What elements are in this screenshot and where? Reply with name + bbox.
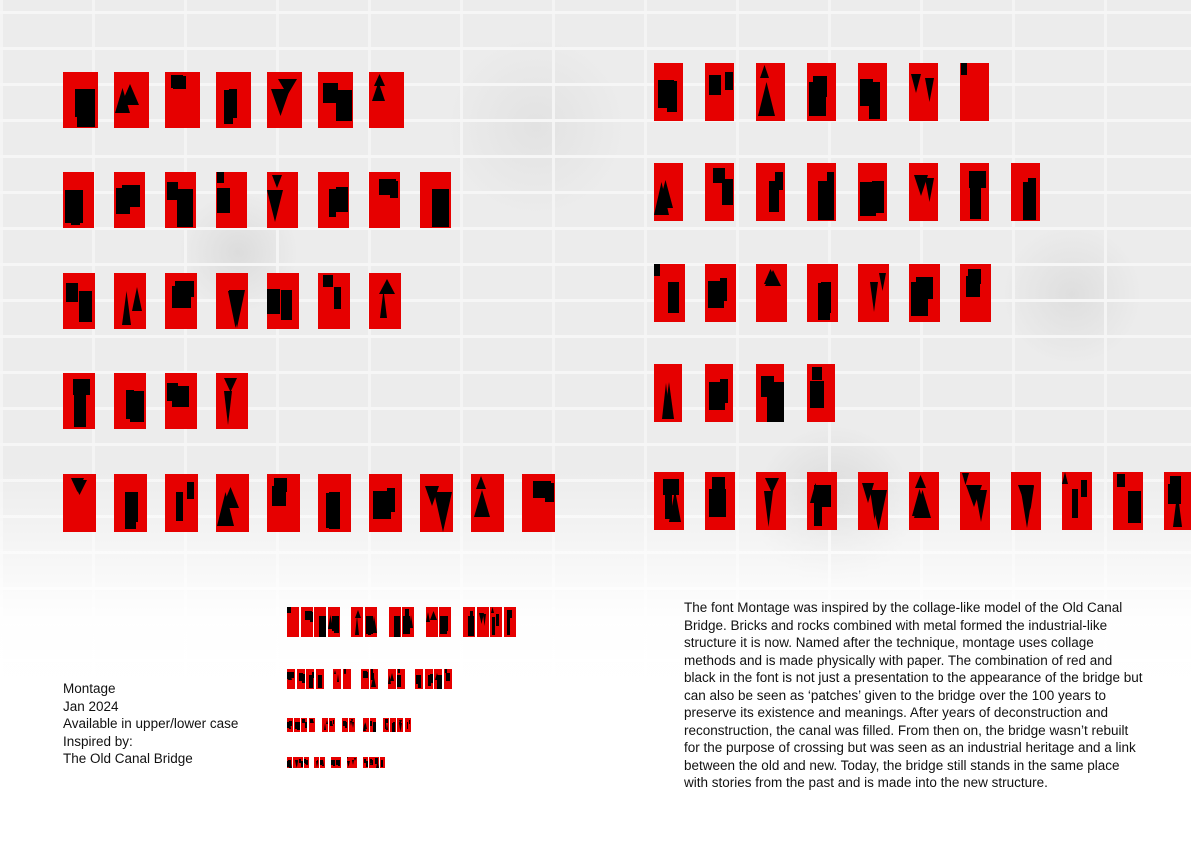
- glyph-sample-1-55: [343, 669, 351, 689]
- glyph-sample-0-12: [490, 607, 502, 637]
- glyph-lower-20: [909, 264, 940, 322]
- glyph-punct-10: [1164, 472, 1191, 530]
- glyph-numeral-3: [216, 474, 249, 532]
- glyph-upper-5: [318, 72, 353, 128]
- glyph-upper-12: [318, 172, 349, 228]
- glyph-sample-2-103: [309, 718, 315, 732]
- glyph-lower-10: [807, 163, 836, 221]
- glyph-upper-25: [216, 373, 248, 429]
- glyph-punct-6: [960, 472, 990, 530]
- glyph-lower-21: [960, 264, 991, 322]
- glyph-lower-8: [705, 163, 734, 221]
- inspiration-source: The Old Canal Bridge: [63, 751, 193, 766]
- glyph-upper-18: [216, 273, 248, 329]
- glyph-lower-7: [654, 163, 683, 221]
- glyph-sample-2-106: [342, 718, 348, 732]
- glyph-lower-15: [654, 264, 685, 322]
- glyph-sample-3-163: [380, 757, 385, 768]
- glyph-upper-19: [267, 273, 299, 329]
- glyph-lower-17: [756, 264, 787, 322]
- glyph-sample-3-152: [298, 757, 303, 768]
- glyph-lower-14: [1011, 163, 1040, 221]
- glyph-upper-24: [165, 373, 197, 429]
- glyph-sample-0-5: [365, 607, 377, 637]
- glyph-lower-4: [858, 63, 887, 121]
- glyph-lower-3: [807, 63, 836, 121]
- glyph-sample-0-9: [439, 607, 451, 637]
- glyph-sample-3-162: [374, 757, 379, 768]
- glyph-sample-1-59: [397, 669, 405, 689]
- glyph-sample-1-52: [306, 669, 314, 689]
- glyph-numeral-0: [63, 474, 96, 532]
- glyph-punct-4: [858, 472, 888, 530]
- inspired-label: Inspired by:: [63, 733, 133, 749]
- glyph-upper-22: [63, 373, 95, 429]
- glyph-upper-7: [63, 172, 94, 228]
- glyph-numeral-9: [522, 474, 555, 532]
- glyph-lower-11: [858, 163, 887, 221]
- glyph-upper-16: [114, 273, 146, 329]
- glyph-lower-2: [756, 63, 785, 121]
- glyph-punct-2: [756, 472, 786, 530]
- glyph-upper-23: [114, 373, 146, 429]
- glyph-sample-2-110: [383, 718, 389, 732]
- glyph-lower-0: [654, 63, 683, 121]
- glyph-upper-17: [165, 273, 197, 329]
- glyph-lower-6: [960, 63, 989, 121]
- glyph-sample-1-50: [287, 669, 295, 689]
- glyph-numeral-6: [369, 474, 402, 532]
- glyph-upper-6: [369, 72, 404, 128]
- glyph-upper-1: [114, 72, 149, 128]
- glyph-lower-1: [705, 63, 734, 121]
- font-availability: Available in upper/lower case: [63, 716, 239, 731]
- glyph-upper-21: [369, 273, 401, 329]
- glyph-sample-1-54: [333, 669, 341, 689]
- glyph-sample-0-0: [287, 607, 299, 637]
- glyph-sample-1-61: [425, 669, 433, 689]
- font-date: Jan 2024: [63, 698, 119, 714]
- glyph-sample-1-62: [434, 669, 442, 689]
- glyph-sample-0-8: [426, 607, 438, 637]
- glyph-sample-0-7: [402, 607, 414, 637]
- glyph-sample-1-51: [297, 669, 305, 689]
- glyph-lower-18: [807, 264, 838, 322]
- glyph-lower-16: [705, 264, 736, 322]
- glyph-sample-0-1: [301, 607, 313, 637]
- glyph-numeral-2: [165, 474, 198, 532]
- glyph-lower-12: [909, 163, 938, 221]
- glyph-upper-14: [420, 172, 451, 228]
- glyph-sample-1-60: [415, 669, 423, 689]
- glyph-sample-2-102: [301, 718, 307, 732]
- glyph-upper-2: [165, 72, 200, 128]
- glyph-sample-3-150: [287, 757, 292, 768]
- glyph-sample-2-112: [397, 718, 403, 732]
- glyph-sample-1-53: [316, 669, 324, 689]
- glyph-sample-3-160: [363, 757, 368, 768]
- glyph-upper-15: [63, 273, 95, 329]
- glyph-punct-5: [909, 472, 939, 530]
- glyph-sample-3-159: [352, 757, 357, 768]
- glyph-sample-1-58: [388, 669, 396, 689]
- glyph-sample-1-63: [444, 669, 452, 689]
- glyph-sample-3-155: [320, 757, 325, 768]
- glyph-upper-4: [267, 72, 302, 128]
- glyph-numeral-7: [420, 474, 453, 532]
- glyph-punct-9: [1113, 472, 1143, 530]
- glyph-sample-2-108: [363, 718, 369, 732]
- glyph-numeral-1: [114, 474, 147, 532]
- glyph-upper-10: [216, 172, 247, 228]
- glyph-punct-7: [1011, 472, 1041, 530]
- glyph-sample-0-10: [463, 607, 475, 637]
- glyph-sample-2-100: [287, 718, 293, 732]
- glyph-sample-0-3: [328, 607, 340, 637]
- glyph-upper-3: [216, 72, 251, 128]
- glyph-upper-11: [267, 172, 298, 228]
- glyph-numeral-4: [267, 474, 300, 532]
- glyph-lower-19: [858, 264, 889, 322]
- glyph-sample-3-157: [336, 757, 341, 768]
- glyph-lower-9: [756, 163, 785, 221]
- glyph-numeral-5: [318, 474, 351, 532]
- glyph-sample-2-104: [322, 718, 328, 732]
- glyph-upper-9: [165, 172, 196, 228]
- glyph-sample-0-4: [351, 607, 363, 637]
- glyph-lower-22: [654, 364, 682, 422]
- glyph-sample-2-113: [405, 718, 411, 732]
- glyph-sample-2-111: [390, 718, 396, 732]
- glyph-sample-2-101: [294, 718, 300, 732]
- glyph-numeral-8: [471, 474, 504, 532]
- font-info: [63, 680, 238, 768]
- glyph-sample-1-56: [361, 669, 369, 689]
- glyph-sample-0-13: [504, 607, 516, 637]
- glyph-sample-2-109: [370, 718, 376, 732]
- glyph-sample-2-105: [329, 718, 335, 732]
- glyph-upper-8: [114, 172, 145, 228]
- glyph-lower-23: [705, 364, 733, 422]
- glyph-lower-25: [807, 364, 835, 422]
- glyph-upper-13: [369, 172, 400, 228]
- glyph-punct-8: [1062, 472, 1092, 530]
- glyph-sample-0-2: [314, 607, 326, 637]
- glyph-sample-0-6: [389, 607, 401, 637]
- glyph-sample-0-11: [477, 607, 489, 637]
- glyph-upper-0: [63, 72, 98, 128]
- font-name: Montage: [63, 681, 116, 696]
- glyph-lower-5: [909, 63, 938, 121]
- glyph-sample-3-154: [314, 757, 319, 768]
- glyph-punct-0: [654, 472, 684, 530]
- glyph-punct-1: [705, 472, 735, 530]
- glyph-upper-20: [318, 273, 350, 329]
- glyph-punct-3: [807, 472, 837, 530]
- glyph-lower-24: [756, 364, 784, 422]
- glyph-lower-13: [960, 163, 989, 221]
- font-description: The font Montage was inspired by the collage-like model of the Old Canal Bridge. Bricks and rocks combined with metal formed the industrial-like structure it is now. Named after the technique, montage uses collage methods and is made physically with paper. The combination of red and black in the font is not just a presentation to the appearance of the bridge but can also be seen as ‘patches’ given to the bridge over the 100 years to preserve its existence and meanings. After years of deconstruction and reconstruction, the canal was filled. From then on, the bridge wasn’t rebuilt for the purpose of crossing but was seen as an industrial heritage and a link between the old and new. Today, the bridge still stands in the same place with stories from the past and is made into the new structure.: [684, 600, 1143, 790]
- glyph-sample-2-107: [349, 718, 355, 732]
- glyph-sample-3-153: [304, 757, 309, 768]
- glyph-sample-1-57: [370, 669, 378, 689]
